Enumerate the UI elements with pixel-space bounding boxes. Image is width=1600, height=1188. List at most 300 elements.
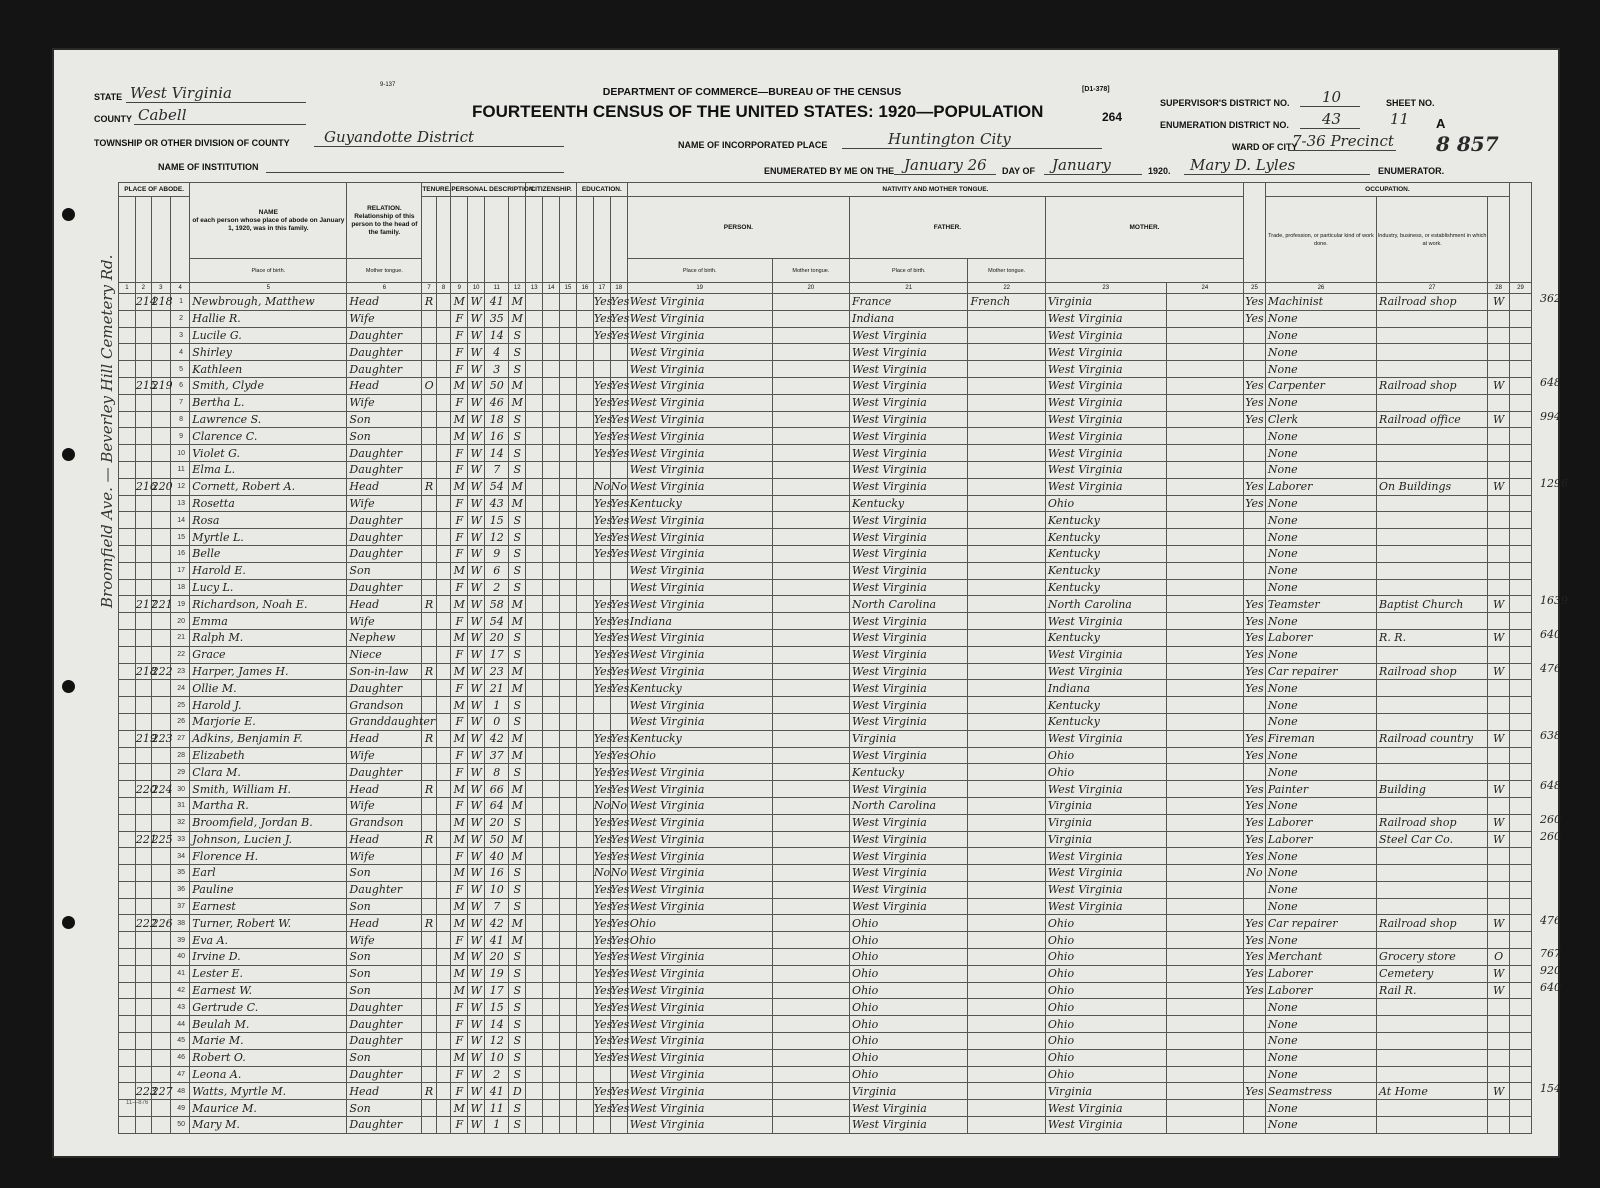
cell-educ: Yes <box>593 832 613 846</box>
margin-code: 476 <box>1540 661 1561 675</box>
cell-tenure: R <box>422 730 437 747</box>
cell-educ: Yes <box>610 950 630 964</box>
cell-trade: Merchant <box>1265 949 1376 966</box>
cell-dwelling <box>135 545 151 562</box>
cell-empty <box>560 529 577 546</box>
cell-eng <box>1244 1066 1266 1083</box>
cell-age: 37 <box>485 747 509 764</box>
column-number: 27 <box>1377 283 1488 294</box>
cell-empty <box>576 1033 593 1050</box>
cell-mpob: West Virginia <box>1045 478 1166 495</box>
cell-family <box>151 932 170 949</box>
cell-industry <box>1377 529 1488 546</box>
cell-fpob: West Virginia <box>850 747 968 764</box>
cell-family <box>151 713 170 730</box>
cell-trade: None <box>1265 579 1376 596</box>
cell-fpob: France <box>850 294 968 311</box>
cell-empty <box>526 478 543 495</box>
cell-trade: Laborer <box>1265 814 1376 831</box>
cell-ms: S <box>509 1016 526 1033</box>
cell-fpob: West Virginia <box>850 377 968 394</box>
cell-tenure <box>422 1117 437 1134</box>
cell-empty <box>1510 982 1532 999</box>
cell-empty <box>1166 377 1243 394</box>
cell-empty <box>436 562 451 579</box>
cell-empty <box>543 932 560 949</box>
cell-pob: West Virginia <box>627 1049 772 1066</box>
cell-empty <box>119 982 136 999</box>
cell-class <box>1488 898 1510 915</box>
cell-ftongue <box>968 545 1045 562</box>
cell-family <box>151 881 170 898</box>
cell-color: W <box>468 713 485 730</box>
cell-empty <box>772 865 849 882</box>
cell-line: 1 <box>170 294 189 311</box>
state-label: STATE <box>94 92 123 102</box>
cell-empty <box>436 428 451 445</box>
cell-trade: None <box>1265 680 1376 697</box>
cell-empty <box>526 344 543 361</box>
table-row <box>119 1066 1532 1083</box>
cell-fpob: Virginia <box>850 1083 968 1100</box>
cell-ftongue <box>968 932 1045 949</box>
cell-family: 227 <box>151 1084 173 1098</box>
cell-color: W <box>468 579 485 596</box>
cell-empty <box>1166 915 1243 932</box>
cell-educ: Yes <box>610 648 630 662</box>
cell-empty <box>1510 1100 1532 1117</box>
cell-trade: Seamstress <box>1265 1083 1376 1100</box>
cell-educ: Yes <box>610 967 630 981</box>
cell-mpob: Ohio <box>1045 915 1166 932</box>
cell-name: Adkins, Benjamin F. <box>190 730 347 747</box>
cell-eng <box>1244 1016 1266 1033</box>
cell-educ: Yes <box>610 765 630 779</box>
column-number: 19 <box>627 283 772 294</box>
cell-empty <box>1510 596 1532 613</box>
cell-empty <box>1510 764 1532 781</box>
cell-ms: M <box>509 831 526 848</box>
cell-color: W <box>468 747 485 764</box>
cell-dwelling <box>135 445 151 462</box>
cell-dwelling <box>135 461 151 478</box>
header-person: PERSON. <box>627 197 849 259</box>
cell-educ: Yes <box>610 631 630 645</box>
cell-empty <box>119 898 136 915</box>
cell-empty <box>576 1066 593 1083</box>
cell-tenure <box>422 1100 437 1117</box>
cell-age: 10 <box>485 1049 509 1066</box>
cell-name: Leona A. <box>190 1066 347 1083</box>
cell-dwelling <box>135 747 151 764</box>
cell-empty <box>1510 747 1532 764</box>
cell-ftongue <box>968 512 1045 529</box>
cell-color: W <box>468 646 485 663</box>
cell-dwelling: 219 <box>135 732 157 746</box>
cell-empty <box>526 730 543 747</box>
cell-name: Bertha L. <box>190 394 347 411</box>
header-mother: MOTHER. <box>1045 197 1243 259</box>
cell-color: W <box>468 881 485 898</box>
cell-empty <box>772 428 849 445</box>
cell-eng: Yes <box>1245 732 1264 746</box>
cell-empty <box>543 713 560 730</box>
cell-pob: West Virginia <box>627 646 772 663</box>
cell-empty <box>526 915 543 932</box>
cell-ms: S <box>509 1066 526 1083</box>
cell-pob: West Virginia <box>627 529 772 546</box>
cell-eng <box>1244 1033 1266 1050</box>
cell-mpob: Ohio <box>1045 932 1166 949</box>
cell-class <box>1488 361 1510 378</box>
table-row <box>119 1049 1532 1066</box>
cell-empty <box>436 713 451 730</box>
cell-relation: Grandson <box>347 697 422 714</box>
cell-educ: Yes <box>610 312 630 326</box>
cell-educ: Yes <box>593 1084 613 1098</box>
cell-industry <box>1377 428 1488 445</box>
cell-empty <box>1166 361 1243 378</box>
cell-educ: Yes <box>610 816 630 830</box>
cell-empty <box>526 764 543 781</box>
cell-eng: Yes <box>1245 664 1264 678</box>
cell-trade: Laborer <box>1265 831 1376 848</box>
cell-tenure <box>422 1066 437 1083</box>
cell-mpob: Kentucky <box>1045 579 1166 596</box>
cell-dwelling <box>135 579 151 596</box>
cell-family: 218 <box>151 295 173 309</box>
cell-relation: Wife <box>347 747 422 764</box>
cell-industry <box>1377 848 1488 865</box>
cell-name: Rosetta <box>190 495 347 512</box>
cell-mpob: Virginia <box>1045 294 1166 311</box>
cell-class: W <box>1488 965 1510 982</box>
cell-ms: S <box>509 764 526 781</box>
cell-ftongue <box>968 1083 1045 1100</box>
cell-empty <box>1510 361 1532 378</box>
cell-name: Shirley <box>190 344 347 361</box>
cell-line: 2 <box>170 310 189 327</box>
cell-empty <box>576 394 593 411</box>
cell-eng <box>1244 999 1266 1016</box>
cell-empty <box>1510 394 1532 411</box>
cell-class <box>1488 461 1510 478</box>
cell-tenure <box>422 629 437 646</box>
cell-fpob: West Virginia <box>850 781 968 798</box>
cell-class: W <box>1488 831 1510 848</box>
cell-color: W <box>468 965 485 982</box>
cell-class <box>1488 310 1510 327</box>
cell-empty <box>436 529 451 546</box>
cell-color: W <box>468 629 485 646</box>
cell-empty <box>1166 327 1243 344</box>
cell-empty <box>560 445 577 462</box>
cell-ms: S <box>509 461 526 478</box>
cell-pob: Indiana <box>627 613 772 630</box>
cell-ftongue <box>968 1016 1045 1033</box>
cell-empty <box>1510 663 1532 680</box>
cell-educ: Yes <box>610 984 630 998</box>
cell-name: Richardson, Noah E. <box>190 596 347 613</box>
day-of-label: DAY OF <box>1002 166 1036 176</box>
cell-color: W <box>468 797 485 814</box>
cell-educ <box>610 1066 627 1083</box>
cell-dwelling <box>135 697 151 714</box>
cell-empty <box>436 781 451 798</box>
cell-empty <box>1166 713 1243 730</box>
cell-mpob: West Virginia <box>1045 781 1166 798</box>
cell-empty <box>1510 461 1532 478</box>
cell-mpob: Ohio <box>1045 764 1166 781</box>
cell-sex: M <box>451 697 468 714</box>
cell-empty <box>119 377 136 394</box>
census-sheet <box>52 48 1568 1158</box>
cell-color: W <box>468 915 485 932</box>
cell-mpob: West Virginia <box>1045 361 1166 378</box>
cell-empty <box>436 646 451 663</box>
cell-empty <box>543 596 560 613</box>
cell-empty <box>772 713 849 730</box>
cell-dwelling <box>135 562 151 579</box>
cell-relation: Head <box>347 915 422 932</box>
cell-family <box>151 545 170 562</box>
cell-color: W <box>468 1066 485 1083</box>
cell-age: 54 <box>485 613 509 630</box>
cell-class <box>1488 1066 1510 1083</box>
cell-line: 35 <box>170 865 189 882</box>
cell-educ <box>610 713 627 730</box>
cell-empty <box>1510 445 1532 462</box>
cell-pob: West Virginia <box>627 327 772 344</box>
cell-pob: West Virginia <box>627 310 772 327</box>
cell-mpob: Virginia <box>1045 797 1166 814</box>
cell-empty <box>119 361 136 378</box>
cell-family <box>151 361 170 378</box>
cell-line: 39 <box>170 932 189 949</box>
cell-educ: Yes <box>593 648 613 662</box>
cell-color: W <box>468 529 485 546</box>
cell-line: 8 <box>170 411 189 428</box>
cell-sex: M <box>451 294 468 311</box>
cell-dwelling <box>135 865 151 882</box>
cell-fpob: Ohio <box>850 915 968 932</box>
cell-empty <box>1166 495 1243 512</box>
cell-eng <box>1244 428 1266 445</box>
cell-empty <box>560 344 577 361</box>
table-row <box>119 1117 1532 1134</box>
cell-dwelling <box>135 982 151 999</box>
cell-tenure <box>422 949 437 966</box>
cell-family <box>151 310 170 327</box>
cell-empty <box>772 680 849 697</box>
cell-trade: None <box>1265 764 1376 781</box>
cell-mpob: Kentucky <box>1045 512 1166 529</box>
cell-name: Beulah M. <box>190 1016 347 1033</box>
cell-name: Earnest W. <box>190 982 347 999</box>
cell-tenure <box>422 999 437 1016</box>
cell-name: Eva A. <box>190 932 347 949</box>
cell-empty <box>436 1117 451 1134</box>
cell-empty <box>576 629 593 646</box>
cell-empty <box>543 898 560 915</box>
cell-empty <box>543 411 560 428</box>
cell-empty <box>1510 949 1532 966</box>
cell-pob: West Virginia <box>627 965 772 982</box>
cell-age: 14 <box>485 445 509 462</box>
cell-ftongue <box>968 495 1045 512</box>
cell-educ: Yes <box>610 412 630 426</box>
cell-empty <box>526 327 543 344</box>
cell-empty <box>1510 831 1532 848</box>
cell-empty <box>560 562 577 579</box>
table-row <box>119 529 1532 546</box>
cell-industry <box>1377 1066 1488 1083</box>
cell-name: Elizabeth <box>190 747 347 764</box>
cell-empty <box>436 1083 451 1100</box>
cell-dwelling <box>135 814 151 831</box>
cell-dwelling <box>135 1066 151 1083</box>
cell-educ: Yes <box>593 312 613 326</box>
cell-empty <box>119 445 136 462</box>
cell-class: W <box>1488 663 1510 680</box>
cell-relation: Nephew <box>347 629 422 646</box>
form-code: 9-137 <box>380 82 396 88</box>
cell-educ: Yes <box>610 513 630 527</box>
cell-relation: Daughter <box>347 999 422 1016</box>
cell-tenure: R <box>422 294 437 311</box>
cell-empty <box>576 848 593 865</box>
cell-empty <box>543 663 560 680</box>
cell-empty <box>576 814 593 831</box>
cell-empty <box>119 562 136 579</box>
cell-class <box>1488 428 1510 445</box>
cell-trade: Laborer <box>1265 982 1376 999</box>
enumerator-label: ENUMERATOR. <box>1378 166 1445 176</box>
cell-empty <box>1166 428 1243 445</box>
cell-name: Maurice M. <box>190 1100 347 1117</box>
cell-fpob: Ohio <box>850 1066 968 1083</box>
cell-empty <box>526 663 543 680</box>
cell-mpob: West Virginia <box>1045 461 1166 478</box>
cell-trade: None <box>1265 562 1376 579</box>
cell-empty <box>772 730 849 747</box>
cell-trade: None <box>1265 361 1376 378</box>
cell-age: 14 <box>485 327 509 344</box>
cell-empty <box>436 1066 451 1083</box>
cell-educ: Yes <box>593 328 613 342</box>
table-row <box>119 697 1532 714</box>
cell-empty <box>543 562 560 579</box>
cell-educ: Yes <box>593 496 613 510</box>
cell-industry <box>1377 545 1488 562</box>
cell-empty <box>576 545 593 562</box>
cell-empty <box>576 898 593 915</box>
cell-empty <box>772 965 849 982</box>
cell-empty <box>436 1016 451 1033</box>
cell-industry: At Home <box>1377 1083 1488 1100</box>
cell-empty <box>526 646 543 663</box>
cell-empty <box>436 394 451 411</box>
cell-relation: Son-in-law <box>347 663 422 680</box>
cell-empty <box>576 646 593 663</box>
year-label: 1920. <box>1148 166 1171 176</box>
table-row <box>119 898 1532 915</box>
township-value: Guyandotte District <box>324 128 474 146</box>
cell-educ <box>593 361 610 378</box>
table-row <box>119 545 1532 562</box>
cell-family <box>151 814 170 831</box>
cell-empty <box>436 764 451 781</box>
cell-dwelling <box>135 713 151 730</box>
cell-industry <box>1377 865 1488 882</box>
cell-empty <box>526 1117 543 1134</box>
cell-industry <box>1377 512 1488 529</box>
cell-age: 50 <box>485 831 509 848</box>
cell-empty <box>119 831 136 848</box>
cell-relation: Daughter <box>347 579 422 596</box>
cell-fpob: West Virginia <box>850 831 968 848</box>
cell-pob: West Virginia <box>627 848 772 865</box>
cell-industry: Railroad shop <box>1377 915 1488 932</box>
cell-empty <box>1166 1016 1243 1033</box>
cell-pob: West Virginia <box>627 478 772 495</box>
cell-educ: Yes <box>593 547 613 561</box>
cell-empty <box>1166 478 1243 495</box>
cell-educ <box>610 697 627 714</box>
cell-class <box>1488 613 1510 630</box>
cell-tenure <box>422 747 437 764</box>
cell-color: W <box>468 512 485 529</box>
table-row <box>119 344 1532 361</box>
cell-empty <box>1510 1066 1532 1083</box>
cell-ftongue <box>968 915 1045 932</box>
cell-empty <box>526 1100 543 1117</box>
cell-dwelling: 221 <box>135 832 157 846</box>
cell-ms: S <box>509 512 526 529</box>
cell-sex: F <box>451 344 468 361</box>
cell-educ: Yes <box>593 765 613 779</box>
cell-eng <box>1244 1117 1266 1134</box>
cell-ftongue <box>968 781 1045 798</box>
cell-empty <box>1166 949 1243 966</box>
cell-name: Cornett, Robert A. <box>190 478 347 495</box>
cell-relation: Head <box>347 596 422 613</box>
cell-empty <box>1166 831 1243 848</box>
cell-empty <box>526 310 543 327</box>
cell-family <box>151 965 170 982</box>
cell-sex: F <box>451 932 468 949</box>
cell-name: Broomfield, Jordan B. <box>190 814 347 831</box>
cell-trade: None <box>1265 529 1376 546</box>
cell-empty <box>560 361 577 378</box>
cell-industry: Cemetery <box>1377 965 1488 982</box>
cell-empty <box>543 831 560 848</box>
cell-empty <box>1510 1016 1532 1033</box>
cell-empty <box>543 461 560 478</box>
cell-empty <box>543 982 560 999</box>
cell-age: 2 <box>485 1066 509 1083</box>
cell-sex: F <box>451 327 468 344</box>
cell-educ <box>593 562 610 579</box>
table-row <box>119 579 1532 596</box>
cell-ms: S <box>509 814 526 831</box>
cell-empty <box>526 545 543 562</box>
cell-relation: Wife <box>347 848 422 865</box>
cell-class <box>1488 327 1510 344</box>
cell-empty <box>1166 294 1243 311</box>
cell-age: 12 <box>485 1033 509 1050</box>
cell-empty <box>1166 898 1243 915</box>
